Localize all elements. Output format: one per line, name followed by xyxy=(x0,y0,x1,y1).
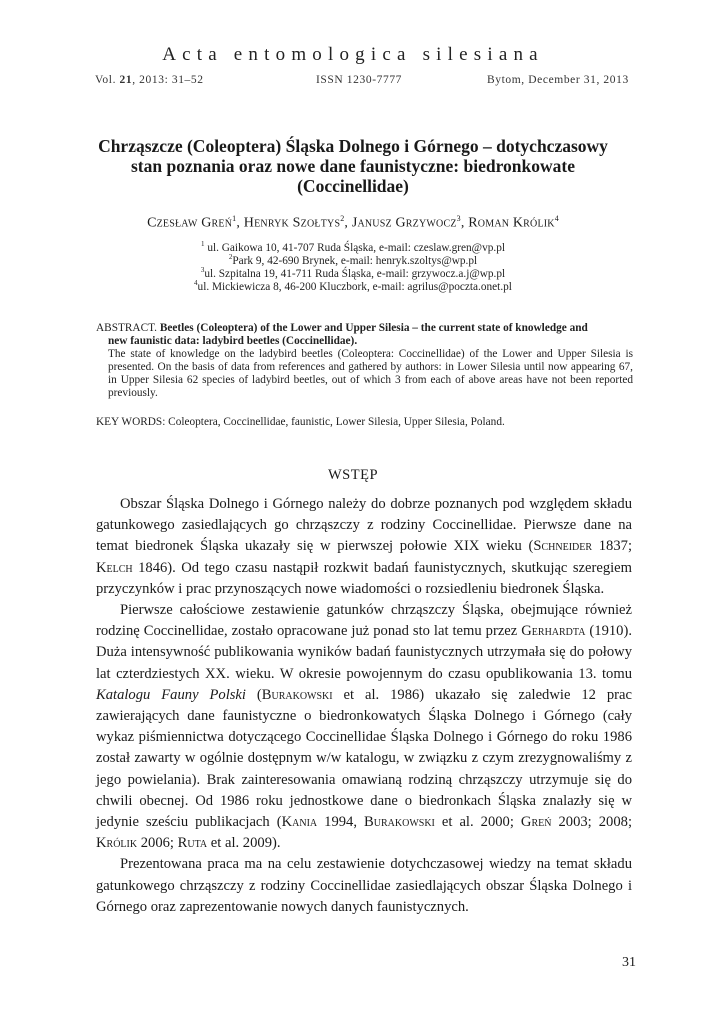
body-text xyxy=(96,494,632,918)
author: Janusz Grzywocz xyxy=(351,215,457,231)
author: Roman Królik xyxy=(468,215,555,231)
abstract xyxy=(96,322,633,401)
affiliation: $^3$ul. Szpitalna 19, 41-711 Ruda Śląska, e-mail: grzywocz.a.j@wp.pl xyxy=(200,266,506,280)
issn: ISSN 1230-7777 xyxy=(316,74,403,86)
abstract-title: Beetles (Coleoptera) of the Lower and Upper Silesia – the current state of knowledge and xyxy=(159,322,588,334)
paragraph: Obszar Śląska Dolnego i Górnego należy do dobrze poznanych pod względem składu gatunkowego zasiedlających go chrząszczy z rodziny Coccinellidae. Pierwsze dane na temat biedronek Śląska ukazały się w pierwszej połowie XIX wieku (Schneider 1837; Kelch 1846). Od tego czasu nastąpił rozkwit badań faunistycznych, skutkując szeregiem przyczynków i prac przynoszących nowe wiadomości o rozsiedleniu biedronek Śląska. xyxy=(96,496,633,597)
place-date: Bytom, December 31, 2013 xyxy=(487,74,629,86)
abstract-label: ABSTRACT. xyxy=(96,322,157,334)
author: Czesław Greń xyxy=(147,215,233,231)
author-list: Czesław Greń$^1$, Henryk Szołtys$^2$, Janusz Grzywocz$^3$, Roman Królik$^4$ xyxy=(147,214,559,231)
paragraph: Prezentowana praca ma na celu zestawienie dotychczasowej wiedzy na temat składu gatunkowego chrząszczy z rodziny Coccinellidae zasiedlających obszar Śląska Dolnego i Górnego oraz zaprezentowanie nowych danych faunistycznych. xyxy=(96,856,632,915)
abstract-title-cont: new faunistic data: ladybird beetles (Coccinellidae). xyxy=(108,335,358,348)
keywords: KEY WORDS: Coleoptera, Coccinellidae, faunistic, Lower Silesia, Upper Silesia, Poland. xyxy=(96,416,505,428)
section-heading: WSTĘP xyxy=(327,467,379,483)
article-title: Chrząszcze (Coleoptera) Śląska Dolnego i Górnego – dotychczasowy stan poznania oraz nowe dane faunistyczne: biedronkowate (Coccinellidae) xyxy=(98,136,608,196)
abstract-text: The state of knowledge on the ladybird beetles (Coleoptera: Coccinellidae) of the Lower and Upper Silesia is presented. On the basis of data from references and gathered by authors: in Lower Silesia until now appearing 67, in Upper Silesia 62 species of ladybird beetles, out of which 3 from each of above areas have not been reported previously. xyxy=(108,348,633,400)
author: Henryk Szołtys xyxy=(243,215,341,231)
paragraph: Pierwsze całościowe zestawienie gatunków chrząszczy Śląska, obejmujące również rodzinę Coccinellidae, zostało opracowane już ponad sto lat temu przez Gerhardta (1910). Duża intensywność publikowania wyników badań faunistycznych utrzymała się do połowy lat czterdziestych XX. wieku. W okresie powojennym do czasu opublikowania 13. tomu Katalogu Fauny Polski (Burakowski et al. 1986) ukazało się zaledwie 12 prac zawierających dane faunistyczne o biedronkowatych Śląska Dolnego i Górnego (cały wykaz piśmiennictwa dotyczącego Coccinellidae Śląska Dolnego i Górnego do roku 1986 został zawarty w ogólnie dostępnym w/w katalogu, w związku z czym zrezygnowaliśmy z jego powielania). Brak zainteresowania omawianą rodziną chrząszczy utrzymuje się do chwili obecnej. Od 1986 roku jednostkowe dane o biedronkach Śląska znalazły się w jedynie sześciu publikacjach (Kania 1994, Burakowski et al. 2000; Greń 2003; 2008; Królik 2006; Ruta et al. 2009). xyxy=(96,602,632,852)
affiliation: $^4$ul. Mickiewicza 8, 46-200 Kluczbork, e-mail: agrilus@poczta.onet.pl xyxy=(194,279,512,293)
affiliation: $^1$ ul. Gaikowa 10, 41-707 Ruda Śląska, e-mail: czeslaw.gren@vp.pl xyxy=(201,240,505,254)
journal-title: Acta entomologica silesiana xyxy=(162,44,544,65)
page-number: 31 xyxy=(622,955,636,970)
volume-info: Vol. 21, 2013: 31–52 xyxy=(95,74,204,86)
affiliation: $^2$Park 9, 42-690 Brynek, e-mail: henryk.szoltys@wp.pl xyxy=(228,253,478,267)
